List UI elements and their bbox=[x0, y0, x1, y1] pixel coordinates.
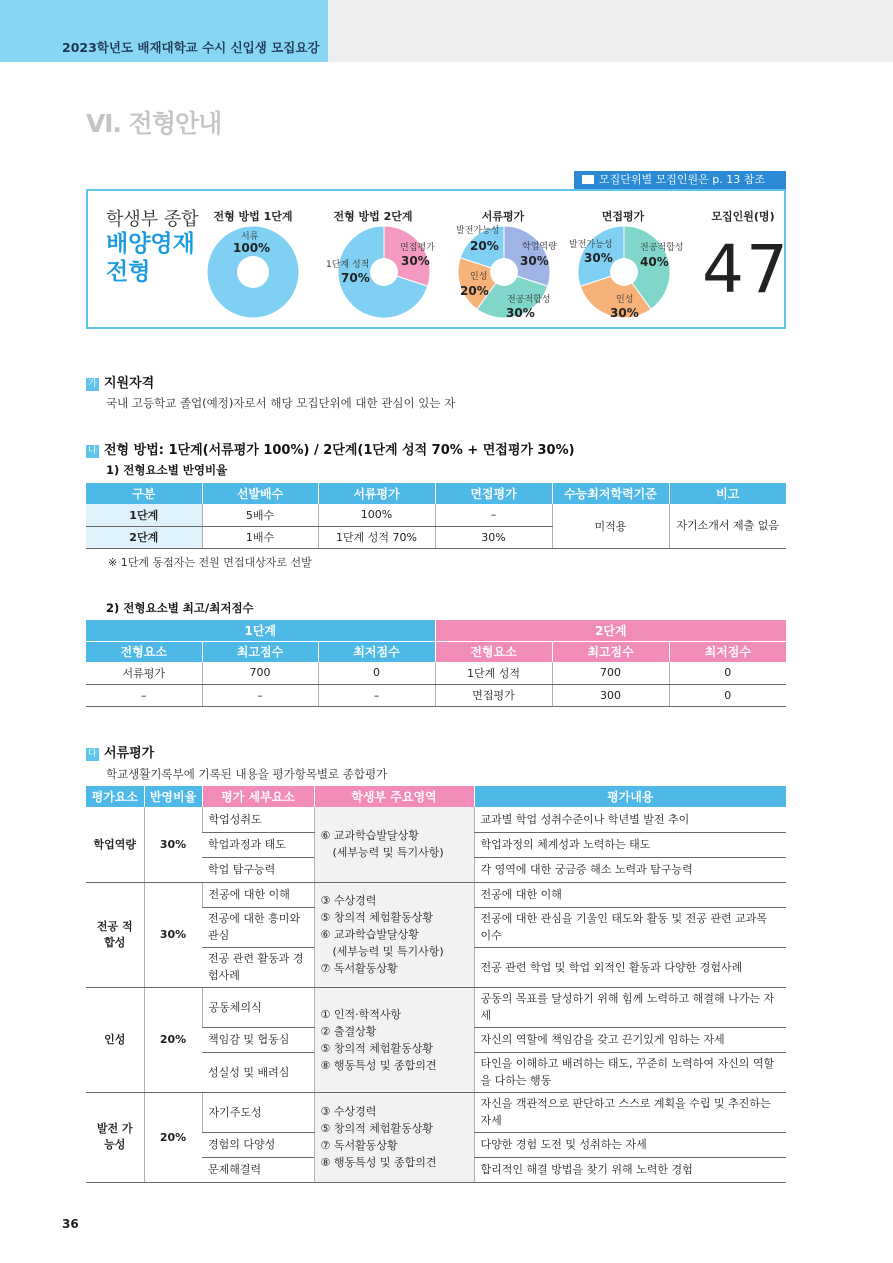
chart4-b-pct: 40% bbox=[640, 255, 669, 269]
eval-area-line: ⑧ 행동특성 및 종합의견 bbox=[320, 1156, 437, 1169]
col-head-stage1: 전형 방법 1단계 bbox=[213, 210, 293, 223]
eval-area-line: (세부능력 및 특기사항) bbox=[332, 846, 444, 860]
score-header-3: 전형요소 bbox=[435, 641, 552, 662]
chart3-b-pct: 30% bbox=[520, 254, 549, 268]
eval-content: 공동의 목표를 달성하기 위해 힘께 노력하고 해결해 나가는 자세 bbox=[474, 987, 786, 1027]
eval-sub: 경험의 다양성 bbox=[202, 1132, 314, 1157]
pie-hole bbox=[490, 258, 518, 286]
eval-element: 전공 적합성 bbox=[86, 882, 144, 987]
chart2-b-pct: 70% bbox=[341, 271, 370, 285]
badge-na: 나 bbox=[86, 445, 99, 458]
chart4-c-pct: 30% bbox=[610, 306, 639, 320]
section-na-sub2: 2) 전형요소별 최고/최저점수 bbox=[106, 601, 254, 615]
eval-area-line: ② 출결상황 bbox=[320, 1024, 377, 1038]
eval-area-line: ⑤ 창의적 체험활동상황 bbox=[320, 1122, 433, 1135]
pie-hole bbox=[610, 258, 638, 286]
suneung-cell: 미적용 bbox=[552, 504, 669, 548]
pie-hole bbox=[370, 258, 398, 286]
score-header-5: 최저점수 bbox=[669, 641, 786, 662]
pie-hole bbox=[237, 256, 269, 288]
chart3-a-pct: 20% bbox=[470, 239, 499, 253]
eval-sub: 전공에 대한 이해 bbox=[202, 882, 314, 907]
eval-sub: 공동체의식 bbox=[202, 987, 314, 1027]
ratio-cell: 100% bbox=[318, 504, 435, 526]
score-header-1: 최고점수 bbox=[202, 641, 318, 662]
score-header-2: 최저점수 bbox=[318, 641, 435, 662]
table-row bbox=[86, 684, 786, 706]
section-title: Ⅵ. 전형안내 bbox=[86, 109, 222, 138]
table-row bbox=[86, 504, 786, 526]
ratio-header-0: 구분 bbox=[86, 483, 202, 504]
eval-sub: 학업성취도 bbox=[202, 807, 314, 832]
score-cell: – bbox=[202, 684, 318, 706]
document-eval-table bbox=[86, 786, 786, 1183]
ratio-header-3: 면접평가 bbox=[435, 483, 552, 504]
table-row bbox=[86, 1092, 786, 1132]
ratio-header-5: 비고 bbox=[669, 483, 786, 504]
eval-header-3: 학생부 주요영역 bbox=[314, 786, 474, 807]
remark-cell: 자기소개서 제출 없음 bbox=[669, 504, 786, 548]
eval-area-line: ⑤ 창의적 체험활동상황 bbox=[320, 1041, 433, 1055]
ratio-cell: 30% bbox=[435, 526, 552, 548]
eval-content: 타인을 이해하고 배려하는 태도, 꾸준히 노력하여 자신의 역할을 다하는 행동 bbox=[474, 1052, 786, 1092]
score-cell: 1단계 성적 bbox=[435, 662, 552, 684]
eval-area-line: ① 인적·학적사항 bbox=[320, 1007, 402, 1021]
section-da-desc: 학교생활기록부에 기록된 내용을 평가항목별로 종합평가 bbox=[106, 767, 388, 781]
section-na-sub1: 1) 전형요소별 반영비율 bbox=[106, 463, 228, 477]
eval-content: 자신을 객관적으로 판단하고 스스로 계획을 수립 및 추진하는 자세 bbox=[474, 1092, 786, 1132]
score-stage2-head: 2단계 bbox=[435, 620, 786, 641]
section-ga-desc: 국내 고등학교 졸업(예정)자로서 해당 모집단위에 대한 관심이 있는 자 bbox=[106, 396, 456, 410]
pie-charts bbox=[88, 191, 784, 327]
chart4-c-label: 인성 bbox=[616, 295, 634, 305]
eval-sub: 학업과정과 태도 bbox=[202, 832, 314, 857]
score-stage1-head: 1단계 bbox=[86, 620, 435, 641]
eval-content: 합리적인 해결 방법을 찾기 위해 노력한 경험 bbox=[474, 1157, 786, 1182]
score-cell: 0 bbox=[318, 662, 435, 684]
ratio-cell: 2단계 bbox=[86, 526, 202, 548]
eval-area-line: ⑦ 독서활동상황 bbox=[320, 962, 398, 975]
eval-sub: 책임감 및 협동심 bbox=[202, 1027, 314, 1052]
eval-element: 발전 가능성 bbox=[86, 1092, 144, 1182]
eval-sub: 전공에 대한 흥미와 관심 bbox=[202, 907, 314, 947]
eval-area-line: ⑥ 교과학습발달상황 bbox=[320, 829, 419, 843]
section-ga-title bbox=[86, 372, 154, 391]
chart2-a-pct: 30% bbox=[401, 254, 430, 268]
eval-sub: 전공 관련 활동과 경험사례 bbox=[202, 947, 314, 987]
summary-title-line2: 배양영재 bbox=[106, 231, 195, 257]
eval-area-line: (세부능력 및 특기사항) bbox=[332, 945, 444, 958]
eval-content: 전공에 대한 관심을 기울인 태도와 활동 및 전공 관련 교과목 이수 bbox=[474, 907, 786, 947]
score-cell: 700 bbox=[552, 662, 669, 684]
chart3-c-label: 인성 bbox=[470, 272, 488, 282]
table-row bbox=[86, 662, 786, 684]
eval-content: 전공에 대한 이해 bbox=[474, 882, 786, 907]
section-da-title bbox=[86, 742, 154, 761]
chart1-label: 서류 bbox=[241, 232, 259, 242]
score-cell: 면접평가 bbox=[435, 684, 552, 706]
summary-box bbox=[86, 189, 790, 329]
doc-title: 2023학년도 배재대학교 수시 신입생 모집요강 bbox=[62, 40, 320, 55]
summary-title-line3: 전형 bbox=[106, 259, 151, 285]
ratio-header-2: 서류평가 bbox=[318, 483, 435, 504]
eval-area-line: ⑦ 독서활동상황 bbox=[320, 1139, 398, 1152]
table-row bbox=[86, 807, 786, 832]
score-cell: 700 bbox=[202, 662, 318, 684]
eval-header-0: 평가요소 bbox=[86, 786, 144, 807]
eval-ratio: 30% bbox=[144, 882, 202, 987]
total-quota: 47 bbox=[702, 231, 790, 308]
ratio-note: ※ 1단계 동점자는 전원 면접대상자로 선발 bbox=[108, 556, 312, 569]
ratio-cell: 5배수 bbox=[202, 504, 318, 526]
section-na-title-text: 전형 방법: 1단계(서류평가 100%) / 2단계(1단계 성적 70% + 면접평가 30%) bbox=[104, 443, 575, 458]
score-cell: – bbox=[86, 684, 202, 706]
summary-title-line1: 학생부 종합 bbox=[106, 209, 199, 230]
eval-element: 학업역량 bbox=[86, 807, 144, 882]
ratio-cell: – bbox=[435, 504, 552, 526]
chart3-d-label: 전공적합성 bbox=[507, 295, 551, 305]
eval-area-line: ③ 수상경력 bbox=[320, 894, 377, 907]
eval-content: 전공 관련 학업 및 학업 외적인 활동과 다양한 경험사례 bbox=[474, 947, 786, 987]
score-cell: 0 bbox=[669, 684, 786, 706]
score-cell: 서류평가 bbox=[86, 662, 202, 684]
chart3-b-label: 학업역량 bbox=[522, 242, 557, 252]
section-ga-title-text: 지원자격 bbox=[104, 376, 155, 391]
score-cell: – bbox=[318, 684, 435, 706]
eval-areas bbox=[314, 987, 474, 1092]
eval-area-line: ⑤ 창의적 체험활동상황 bbox=[320, 911, 433, 924]
eval-area-line: ③ 수상경력 bbox=[320, 1105, 377, 1118]
score-cell: 0 bbox=[669, 662, 786, 684]
eval-element: 인성 bbox=[86, 987, 144, 1092]
eval-header-2: 평가 세부요소 bbox=[202, 786, 314, 807]
chart4-b-label: 전공적합성 bbox=[640, 243, 684, 253]
eval-area-line: ⑥ 교과학습발달상황 bbox=[320, 928, 419, 941]
eval-ratio: 30% bbox=[144, 807, 202, 882]
chart4-a-label: 발전가능성 bbox=[569, 240, 613, 250]
eval-areas bbox=[314, 882, 474, 987]
ratio-header-4: 수능최저학력기준 bbox=[552, 483, 669, 504]
section-na-title bbox=[86, 439, 575, 458]
eval-content: 교과별 학업 성취수준이나 학년별 발전 추이 bbox=[474, 807, 786, 832]
chart3-a-label: 발전가능성 bbox=[456, 226, 500, 236]
eval-content: 자신의 역할에 책임감을 갖고 끈기있게 임하는 자세 bbox=[474, 1027, 786, 1052]
score-header-4: 최고점수 bbox=[552, 641, 669, 662]
eval-areas bbox=[314, 807, 474, 882]
eval-areas bbox=[314, 1092, 474, 1182]
table-row bbox=[86, 882, 786, 907]
badge-ga: 가 bbox=[86, 378, 99, 391]
eval-content: 학업과정의 체계성과 노력하는 태도 bbox=[474, 832, 786, 857]
eval-ratio: 20% bbox=[144, 1092, 202, 1182]
eval-ratio: 20% bbox=[144, 987, 202, 1092]
eval-area-line: ⑧ 행동특성 및 종합의견 bbox=[320, 1058, 437, 1072]
ratio-cell: 1단계 bbox=[86, 504, 202, 526]
score-table bbox=[86, 620, 786, 707]
chart3-c-pct: 20% bbox=[460, 284, 489, 298]
chart2-b-label: 1단계 성적 bbox=[326, 260, 370, 270]
chart2-a-label: 면접평가 bbox=[400, 243, 435, 253]
reference-note-text: 모집단위별 모집인원은 p. 13 참조 bbox=[599, 173, 765, 186]
eval-content: 각 영역에 대한 궁금증 해소 노력과 탐구능력 bbox=[474, 857, 786, 882]
ratio-cell: 1배수 bbox=[202, 526, 318, 548]
book-icon bbox=[582, 175, 594, 184]
section-da-title-text: 서류평가 bbox=[104, 746, 155, 761]
col-head-document: 서류평가 bbox=[481, 210, 525, 223]
chart1-pct: 100% bbox=[233, 241, 271, 255]
eval-sub: 자기주도성 bbox=[202, 1092, 314, 1132]
chart4-a-pct: 30% bbox=[584, 251, 613, 265]
page-number: 36 bbox=[62, 1217, 79, 1231]
chart3-d-pct: 30% bbox=[506, 306, 535, 320]
eval-content: 다양한 경험 도전 및 성취하는 자세 bbox=[474, 1132, 786, 1157]
table-row bbox=[86, 987, 786, 1027]
col-head-interview: 면접평가 bbox=[601, 210, 645, 223]
badge-da: 다 bbox=[86, 748, 99, 761]
reference-note bbox=[574, 171, 786, 189]
eval-sub: 학업 탐구능력 bbox=[202, 857, 314, 882]
score-cell: 300 bbox=[552, 684, 669, 706]
eval-header-1: 반영비율 bbox=[144, 786, 202, 807]
col-head-stage2: 전형 방법 2단계 bbox=[333, 210, 413, 223]
eval-sub: 문제해결력 bbox=[202, 1157, 314, 1182]
col-head-quota: 모집인원(명) bbox=[711, 210, 775, 223]
eval-sub: 성실성 및 배려심 bbox=[202, 1052, 314, 1092]
ratio-cell: 1단계 성적 70% bbox=[318, 526, 435, 548]
ratio-table bbox=[86, 483, 786, 549]
ratio-header-1: 선발배수 bbox=[202, 483, 318, 504]
score-header-0: 전형요소 bbox=[86, 641, 202, 662]
eval-header-4: 평가내용 bbox=[474, 786, 786, 807]
